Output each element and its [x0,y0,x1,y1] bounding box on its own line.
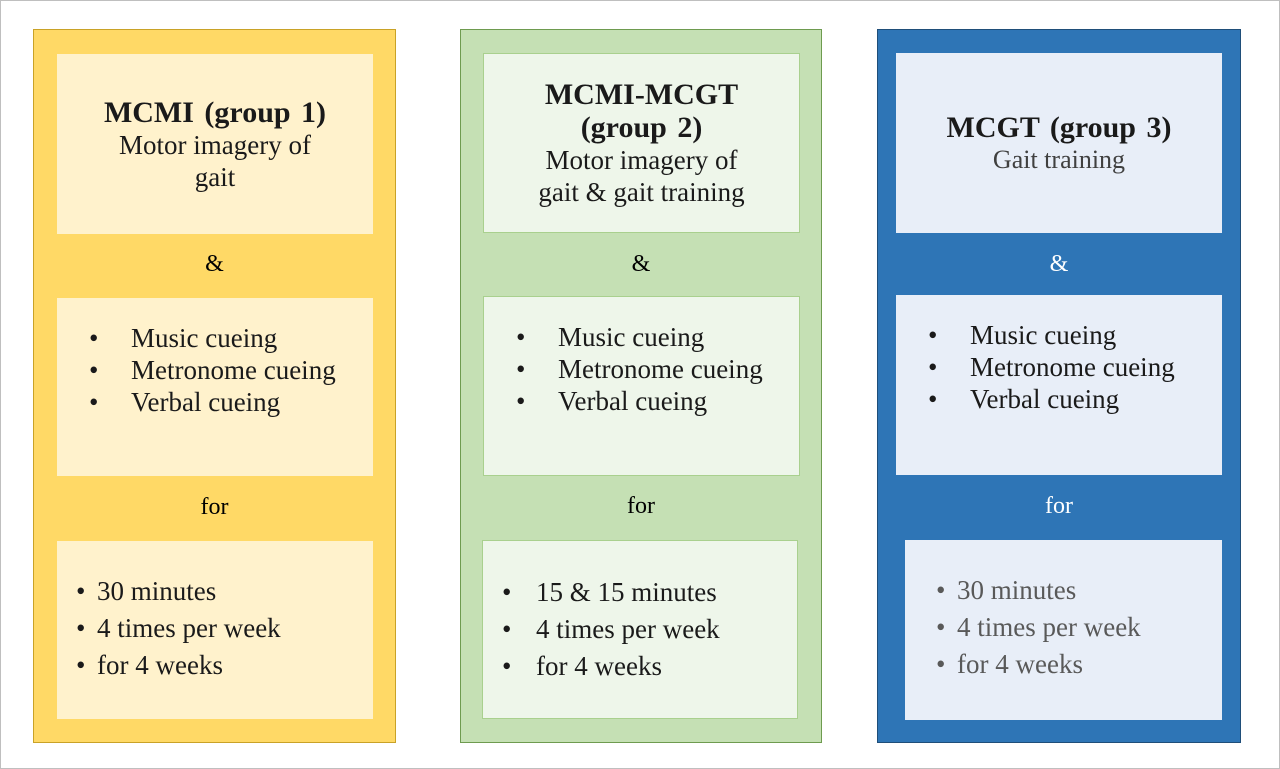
group-1-subtitle-line-1: Motor imagery of [119,129,311,160]
group-1-subtitle-line-2: gait [194,161,236,192]
group-3-cue-box [896,295,1222,475]
group-1-title: MCMI (group 1) [103,95,327,129]
group-1-cue-list [57,322,373,418]
duration-item: • 4 times per week [57,610,373,647]
group-1-cue-box [57,298,373,476]
group-3-title: MCGT (group 3) [946,110,1172,144]
cue-item: • Music cueing [57,322,373,354]
cue-item: • Metronome cueing [57,354,373,386]
group-3-subtitle-line-1: Gait training [992,144,1126,174]
group-2-cue-list [484,321,799,417]
cue-item: • Verbal cueing [896,383,1222,415]
cue-item: • Verbal cueing [57,386,373,418]
group-2-title-line-2: (group 2) [580,111,703,144]
group-1-for-connector: for [200,494,229,520]
duration-item: • 4 times per week [483,611,797,648]
group-3-cue-list [896,319,1222,415]
group-2-duration-box [482,540,798,719]
duration-item: • 15 & 15 minutes [483,574,797,611]
cue-item: • Music cueing [896,319,1222,351]
duration-item: • 30 minutes [57,573,373,610]
group-2-for-connector: for [627,493,655,519]
group-2-and-connector: & [631,251,651,277]
duration-item: • 30 minutes [905,572,1222,609]
group-2-subtitle-line-1: Motor imagery of [545,145,738,175]
duration-item: • for 4 weeks [483,648,797,685]
group-3-and-connector: & [1049,251,1069,277]
group-3-title-box [896,53,1222,233]
group-3-for-connector: for [1045,493,1073,519]
duration-item: • 4 times per week [905,609,1222,646]
duration-item: • for 4 weeks [57,647,373,684]
group-3-column [877,29,1241,743]
group-1-and-connector: & [205,251,224,277]
group-2-cue-box [483,296,800,476]
group-1-duration-list [57,573,373,684]
group-2-duration-list [483,574,797,685]
group-2-subtitle-line-2: gait & gait training [538,177,745,207]
group-1-title-box [57,54,373,234]
group-2-column [460,29,822,743]
group-1-duration-box [57,541,373,719]
group-2-title-box [483,53,800,233]
group-3-duration-box [905,540,1222,720]
group-2-title-line-1: MCMI-MCGT [544,78,739,111]
cue-item: • Verbal cueing [484,385,799,417]
group-3-duration-list [905,572,1222,683]
group-1-column [33,29,396,743]
cue-item: • Metronome cueing [484,353,799,385]
cue-item: • Music cueing [484,321,799,353]
cue-item: • Metronome cueing [896,351,1222,383]
duration-item: • for 4 weeks [905,646,1222,683]
